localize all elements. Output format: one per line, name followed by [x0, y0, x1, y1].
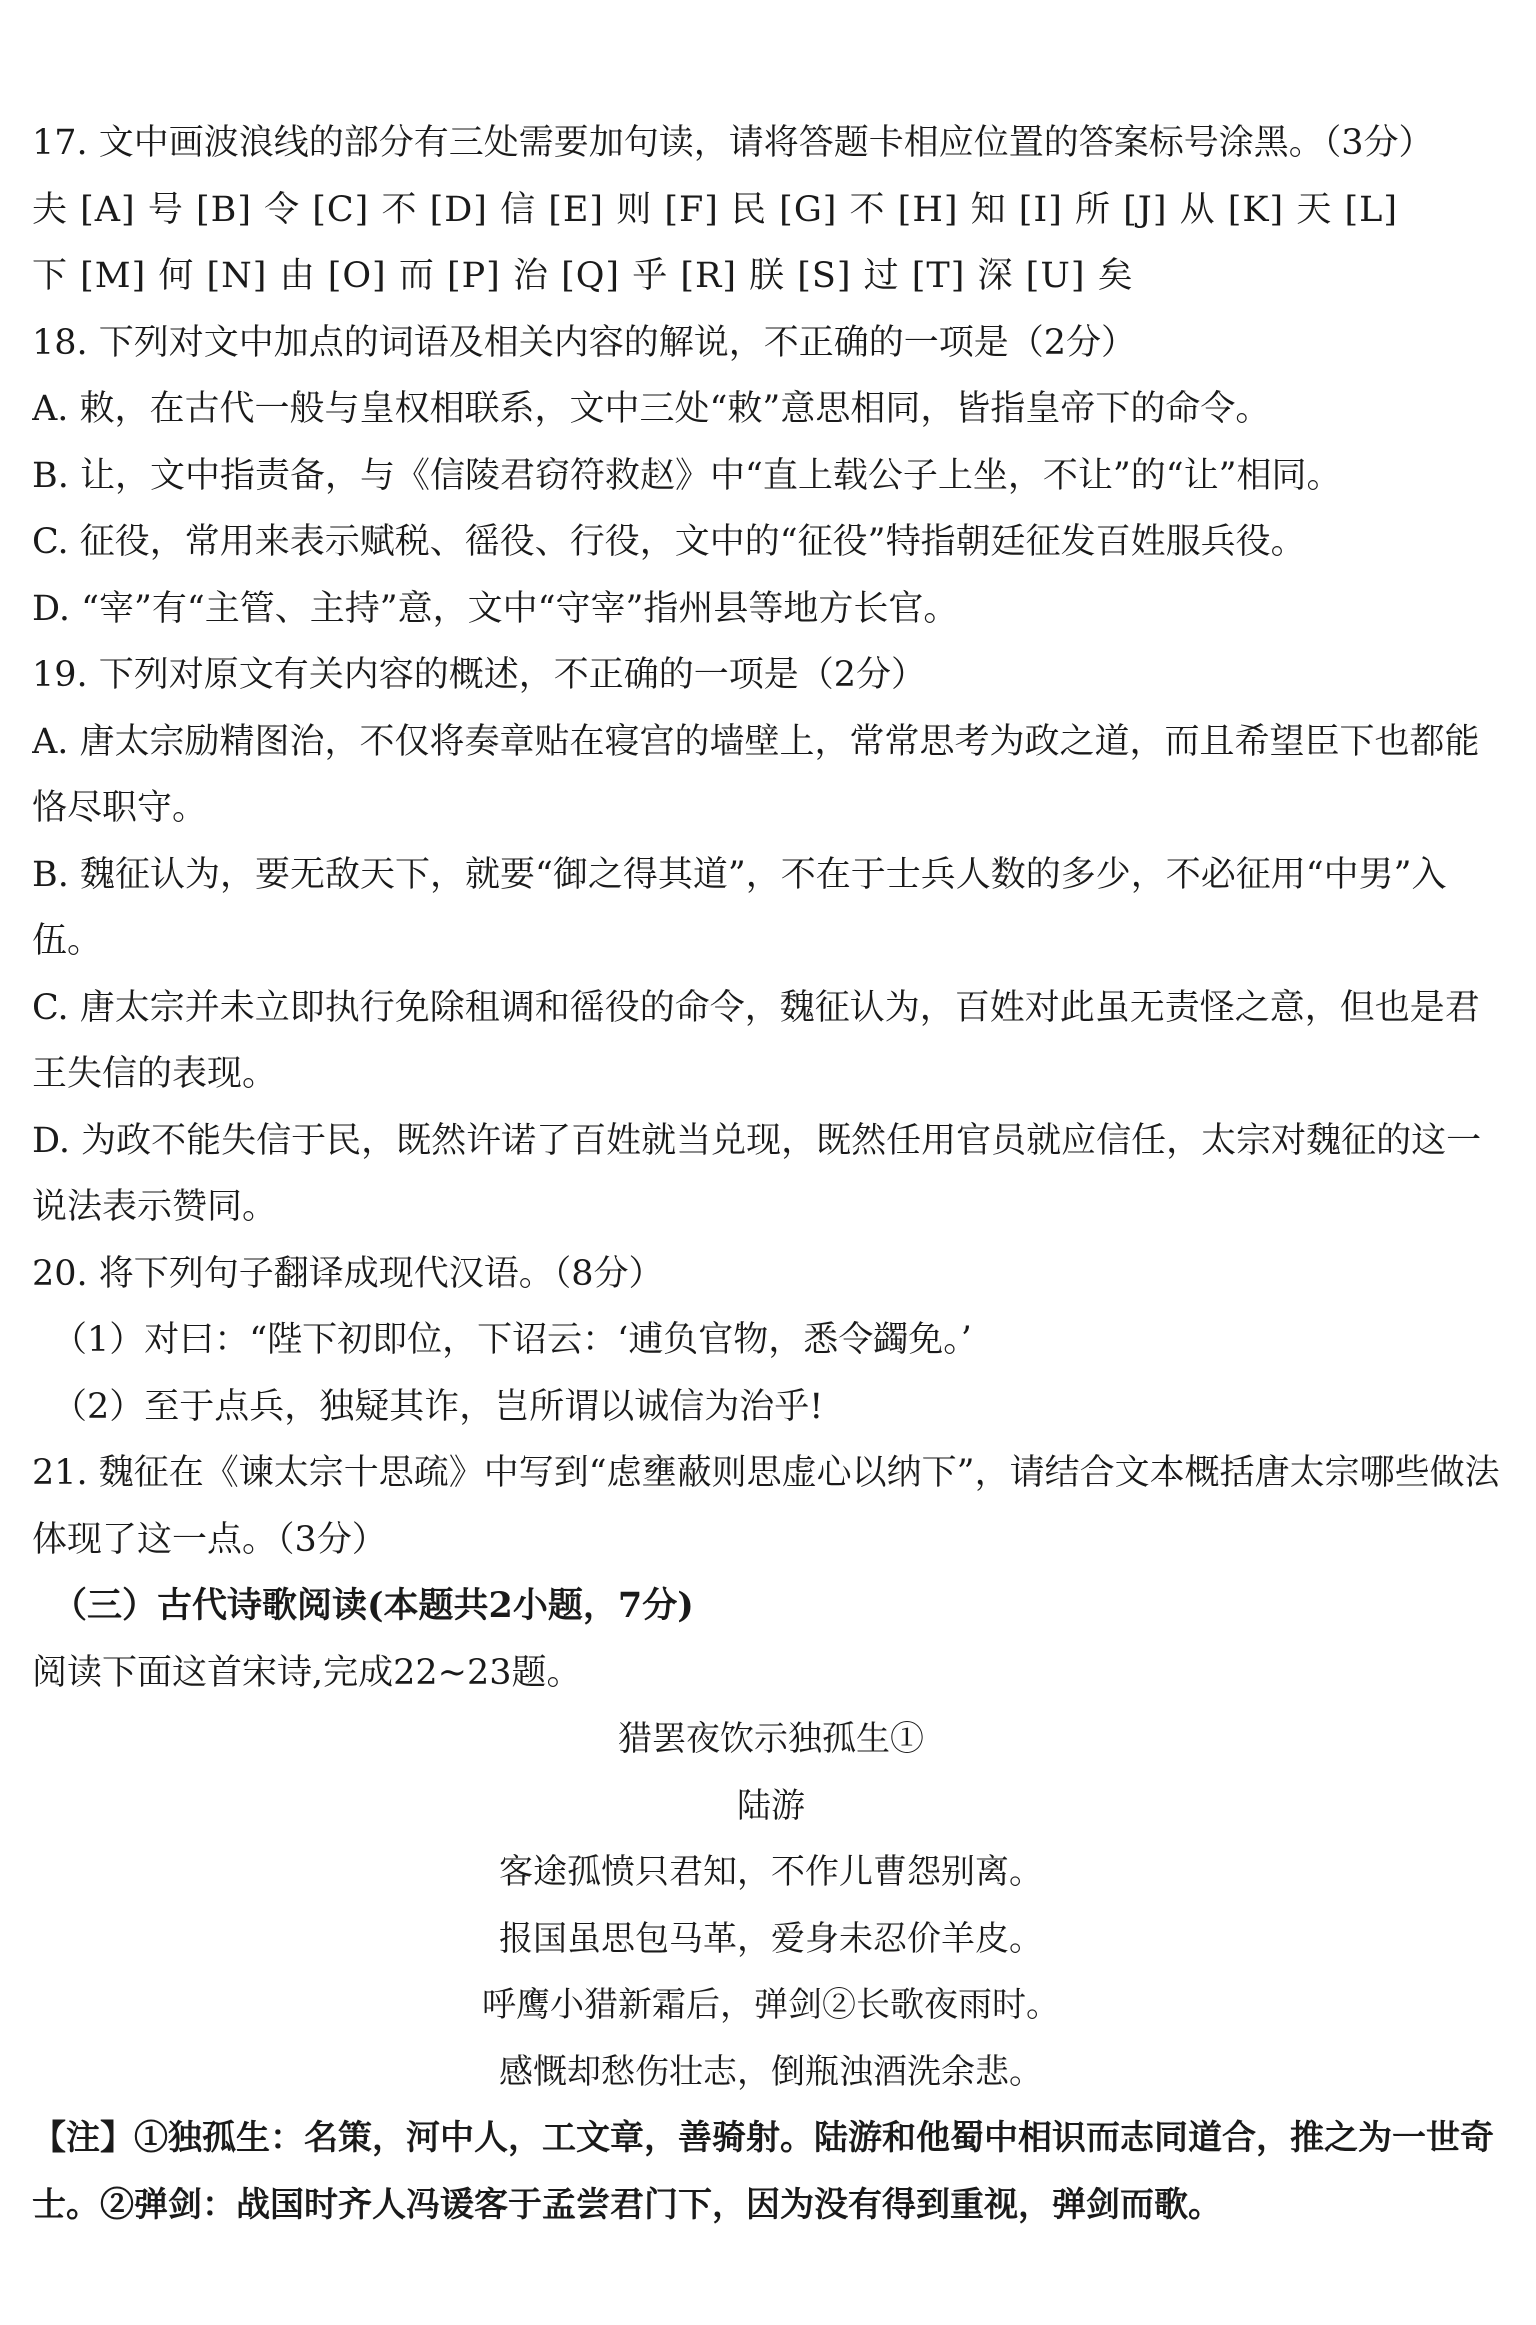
question-17-options-line-1: 夫 [A] 号 [B] 令 [C] 不 [D] 信 [E] 则 [F] 民 [G] 不 [H] 知 [I] 所 [J] 从 [K] 天 [L] [32, 189, 1399, 230]
poem-line: 报国虽思包马革，爱身未忍价羊皮。 [499, 1918, 1043, 1959]
question-17-options-line-2: 下 [M] 何 [N] 由 [O] 而 [P] 治 [Q] 乎 [R] 朕 [S] 过 [T] 深 [U] 矣 [32, 256, 1134, 296]
poem-title: 猎罢夜饮示独孤生① [618, 1719, 924, 1759]
section-3 [32, 1573, 1510, 1706]
poem-author: 陆游 [737, 1785, 805, 1826]
question-19-stem: 19. 下列对原文有关内容的概述，不正确的一项是（2分） [32, 655, 927, 695]
question-18-option-a: A. 敕，在古代一般与皇权相联系，文中三处“敕”意思相同，皆指皇帝下的命令。 [32, 389, 1271, 429]
question-21-stem: 21. 魏征在《谏太宗十思疏》中写到“虑壅蔽则思虚心以纳下”，请结合文本概括唐太宗哪些做法体现了这一点。（3分） [32, 1453, 1500, 1560]
question-19-option-c: C. 唐太宗并未立即执行免除租调和徭役的命令，魏征认为，百姓对此虽无责怪之意，但也是君王失信的表现。 [32, 987, 1480, 1094]
poem [32, 1706, 1510, 2105]
poem-line: 呼鹰小猎新霜后，弹剑②长歌夜雨时。 [482, 1985, 1060, 2025]
question-19-option-b: B. 魏征认为，要无敌天下，就要“御之得其道”，不在于士兵人数的多少，不必征用“中男”入伍。 [32, 854, 1447, 961]
question-19-option-d: D. 为政不能失信于民，既然许诺了百姓就当兑现，既然任用官员就应信任，太宗对魏征的这一说法表示赞同。 [32, 1120, 1482, 1227]
question-21 [32, 1440, 1510, 1573]
question-18-stem: 18. 下列对文中加点的词语及相关内容的解说，不正确的一项是（2分） [32, 322, 1137, 363]
question-19 [32, 642, 1510, 1241]
question-19-option-a: A. 唐太宗励精图治，不仅将奏章贴在寝宫的墙壁上，常常思考为政之道，而且希望臣下也都能恪尽职守。 [32, 721, 1480, 828]
poem-line: 感慨却愁伤壮志，倒瓶浊酒洗余悲。 [499, 2051, 1043, 2092]
poem-note: 【注】①独孤生：名策，河中人，工文章，善骑射。陆游和他蜀中相识而志同道合，推之为一世奇士。②弹剑：战国时齐人冯谖客于孟尝君门下，因为没有得到重视，弹剑而歌。 [32, 2118, 1494, 2225]
question-18-option-b: B. 让，文中指责备，与《信陵君窃符救赵》中“直上载公子上坐，不让”的“让”相同。 [32, 455, 1342, 496]
question-18-option-d: D. “宰”有“主管、主持”意，文中“守宰”指州县等地方长官。 [32, 588, 959, 629]
section-3-heading: （三）古代诗歌阅读(本题共2小题，7分) [52, 1585, 694, 1626]
question-18-option-c: C. 征役，常用来表示赋税、徭役、行役，文中的“征役”特指朝廷征发百姓服兵役。 [32, 522, 1306, 562]
question-20-sentence-2: （2）至于点兵，独疑其诈，岂所谓以诚信为治乎! [52, 1386, 824, 1427]
question-20-stem: 20. 将下列句子翻译成现代汉语。（8分） [32, 1253, 664, 1294]
question-17-stem: 17. 文中画波浪线的部分有三处需要加句读，请将答题卡相应位置的答案标号涂黑。（3分） [32, 123, 1434, 163]
question-20-sentence-1: （1）对曰：“陛下初即位，下诏云：‘逋负官物，悉令蠲免。’ [52, 1320, 972, 1360]
poem-line: 客途孤愤只君知，不作儿曹怨别离。 [499, 1852, 1043, 1892]
question-18 [32, 310, 1510, 643]
question-20 [32, 1241, 1510, 1441]
question-17 [32, 110, 1510, 310]
section-3-intro: 阅读下面这首宋诗,完成22~23题。 [32, 1652, 582, 1693]
